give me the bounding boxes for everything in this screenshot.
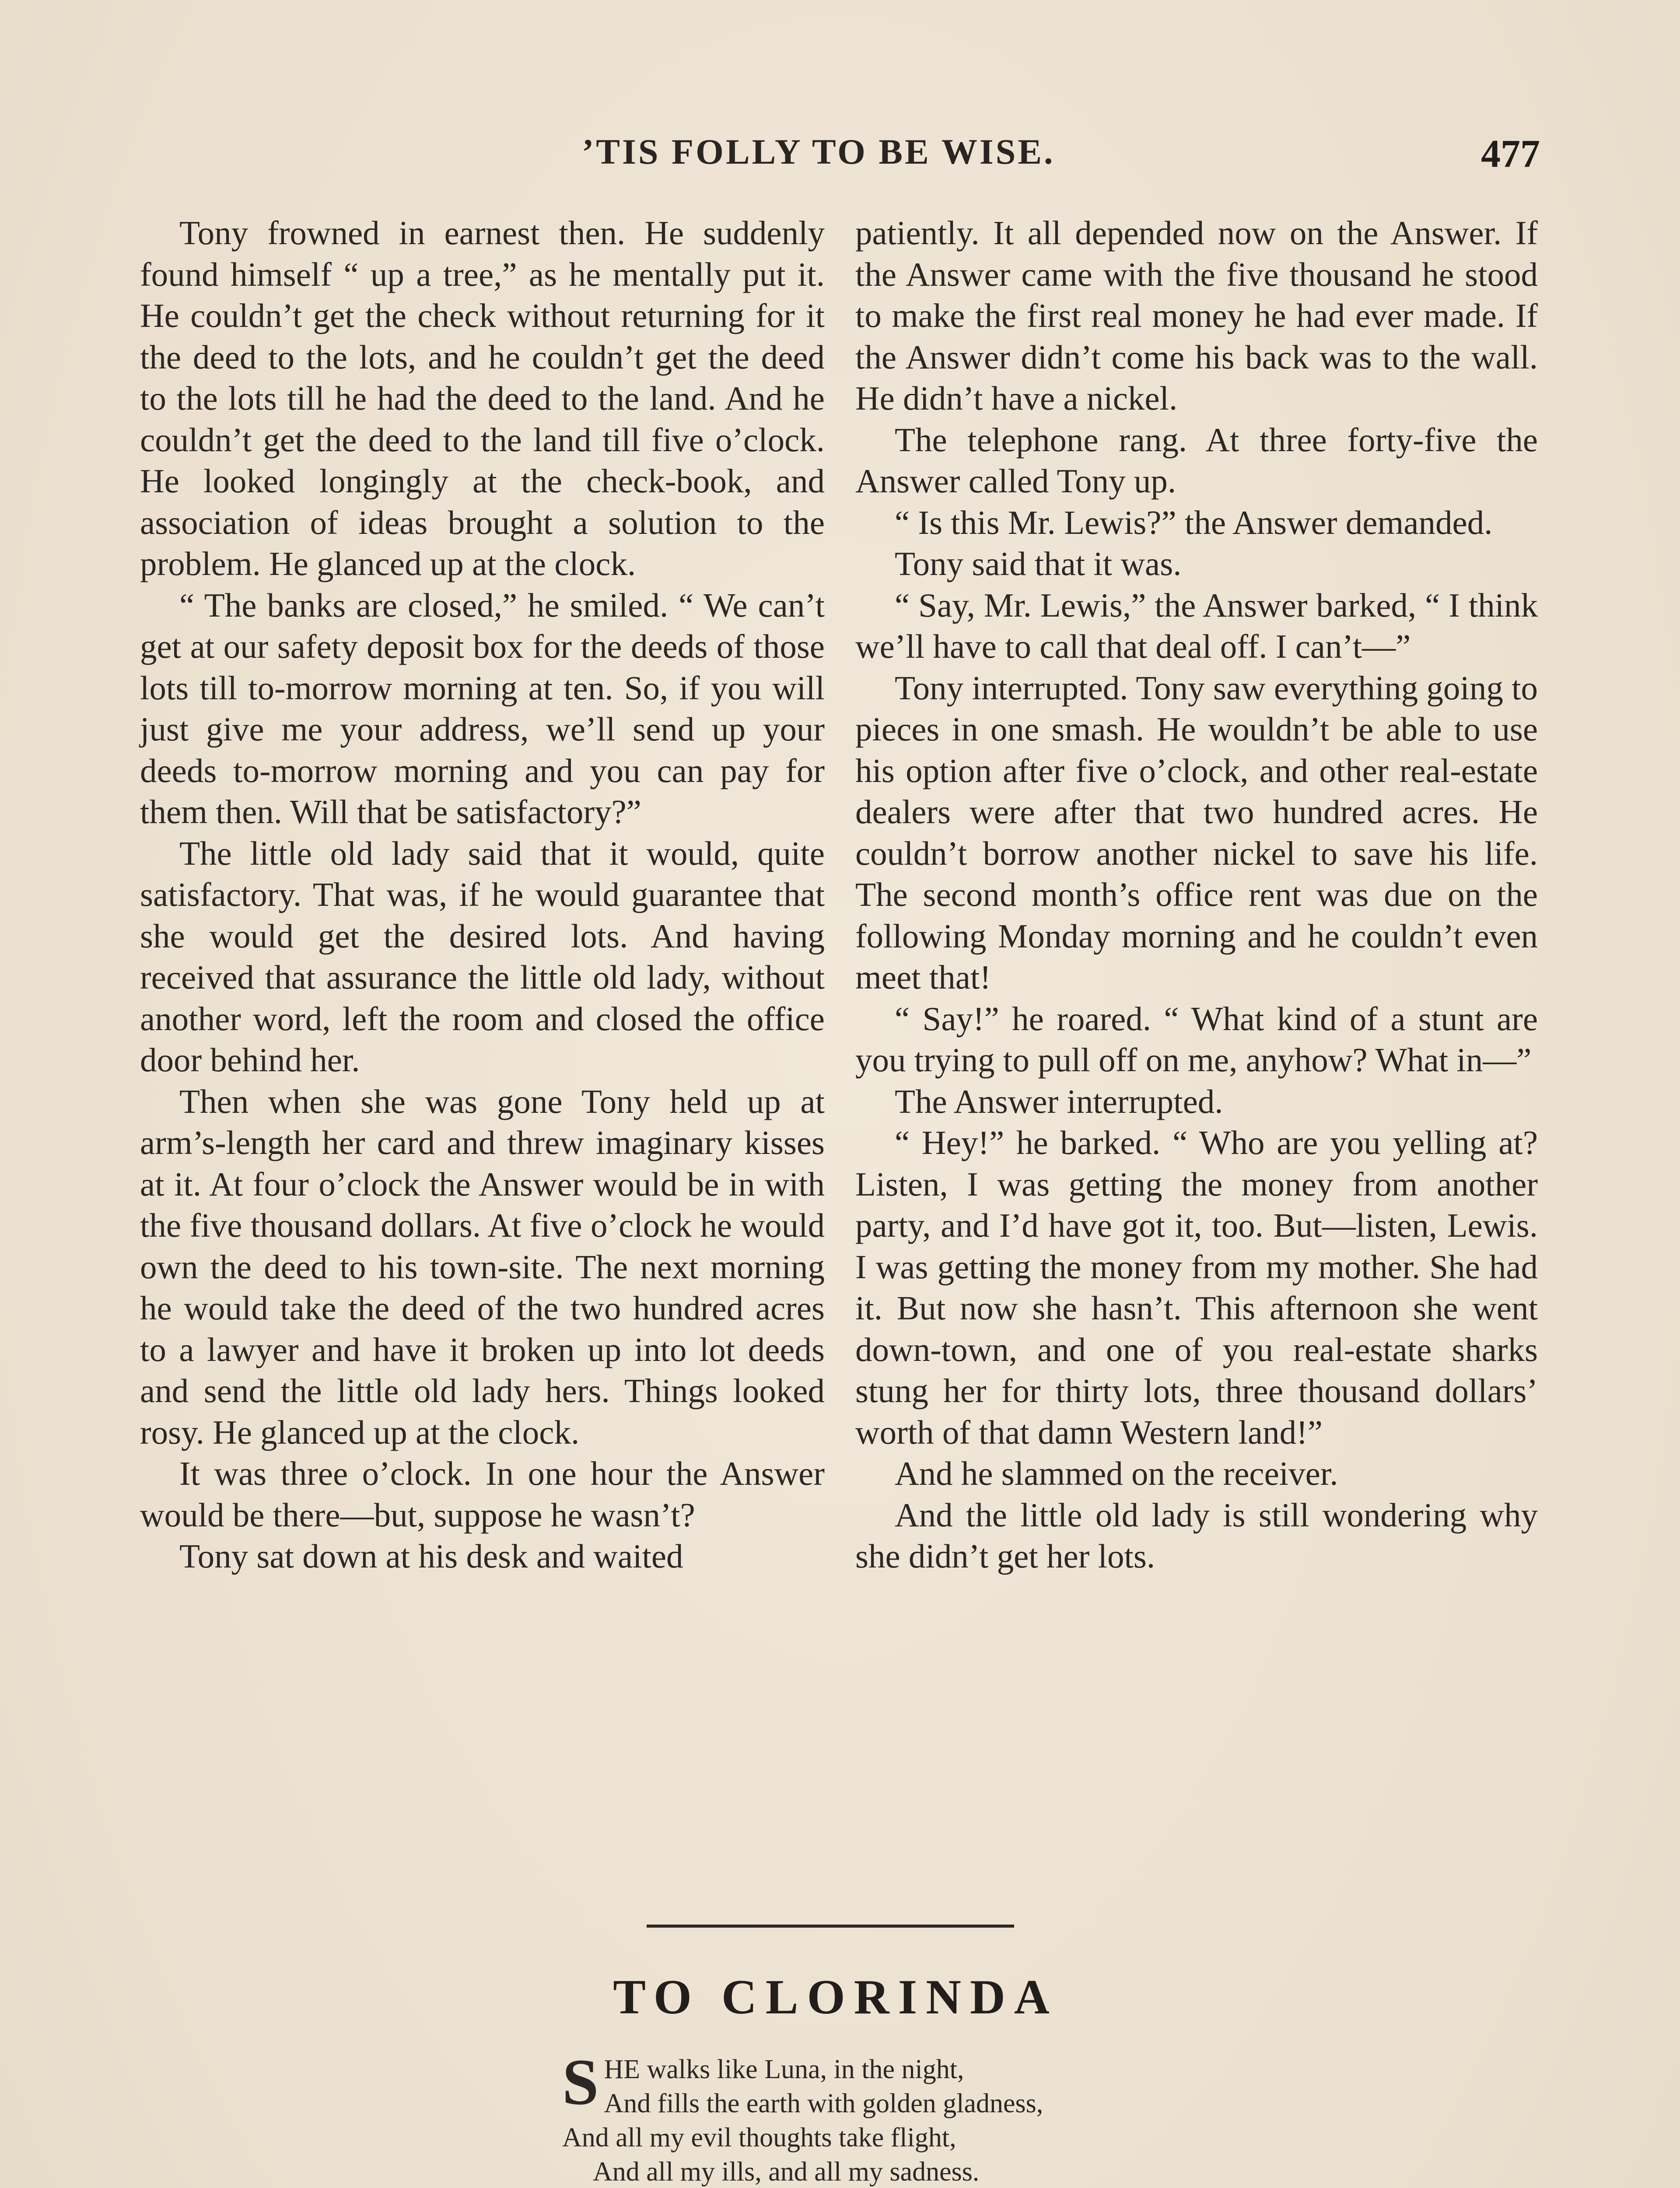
paragraph: patiently. It all depended now on the Answer. If the Answer came with the five thousand he stood to make the first real money he had ever made. If the Answer didn’t come his back was to the wall. He didn’t have a nickel. bbox=[855, 214, 1538, 417]
paragraph: “ Is this Mr. Lewis?” the Answer demanded. bbox=[895, 503, 1493, 541]
paragraph: Tony interrupted. Tony saw everything going to pieces in one smash. He wouldn’t be able to use his option after five o’clock, and other real-estate dealers were after that two hundred acres. He couldn’t borrow another nickel to save his life. The second month’s office rent was due on the following Monday morning and he couldn’t even meet that! bbox=[855, 669, 1538, 996]
poem-line: HE walks like Luna, in the night, bbox=[604, 2055, 964, 2084]
story-right-column bbox=[855, 212, 1538, 1577]
drop-cap: S bbox=[562, 2046, 599, 2118]
story-left-column bbox=[140, 212, 825, 1577]
section-divider bbox=[647, 1925, 1014, 1928]
poem-line: And all my ills, and all my sadness. bbox=[593, 2157, 980, 2187]
paragraph: “ Say!” he roared. “ What kind of a stunt are you trying to pull off on me, anyhow? What in—” bbox=[855, 999, 1538, 1079]
poem-title: TO CLORINDA bbox=[613, 1970, 1058, 2024]
paragraph: “ Say, Mr. Lewis,” the Answer barked, “ I think we’ll have to call that deal off. I can’t—” bbox=[855, 586, 1538, 665]
paragraph: Tony sat down at his desk and waited bbox=[179, 1537, 683, 1575]
paragraph: “ The banks are closed,” he smiled. “ We can’t get at our safety deposit box for the deeds of those lots till to-morrow morning at ten. So, if you will just give me your address, we’ll send up your deeds to-morrow morning and you can pay for them then. Will that be satisfactory?” bbox=[140, 586, 825, 831]
page-number: 477 bbox=[1481, 132, 1540, 175]
paragraph: Then when she was gone Tony held up at arm’s-length her card and threw imaginary kisses at it. At four o’clock the Answer would be in with the five thousand dollars. At five o’clock he would own the deed to his town-site. The next morning he would take the deed of the two hundred acres to a lawyer and have it broken up into lot deeds and send the little old lady hers. Things looked rosy. He glanced up at the clock. bbox=[140, 1082, 825, 1451]
paragraph: The little old lady said that it would, quite satisfactory. That was, if he would guarantee that she would get the desired lots. And having received that assurance the little old lady, without another word, left the room and closed the office door behind her. bbox=[140, 834, 825, 1079]
paragraph: Tony frowned in earnest then. He suddenly found himself “ up a tree,” as he mentally put it. He couldn’t get the check without returning for it the deed to the lots, and he couldn’t get the deed to the lots till he had the deed to the land. And he couldn’t get the deed to the land till five o’clock. He looked longingly at the check-book, and association of ideas brought a solution to the problem. He glanced up at the clock. bbox=[140, 214, 825, 582]
paragraph: It was three o’clock. In one hour the Answer would be there—but, suppose he wasn’t? bbox=[140, 1455, 825, 1534]
paragraph: The telephone rang. At three forty-five the Answer called Tony up. bbox=[855, 421, 1538, 500]
paragraph: And he slammed on the receiver. bbox=[895, 1455, 1338, 1492]
poem-line: And fills the earth with golden gladness, bbox=[604, 2089, 1043, 2118]
poem-line: And all my evil thoughts take flight, bbox=[562, 2123, 956, 2153]
running-title: ’TIS FOLLY TO BE WISE. bbox=[582, 132, 1055, 172]
paragraph: “ Hey!” he barked. “ Who are you yelling at? Listen, I was getting the money from another party, and I’d have got it, too. But—listen, Lewis. I was getting the money from my mother. She had it. But now she hasn’t. This afternoon she went down-town, and one of you real-estate sharks stung her for thirty lots, three thousand dollars’ worth of that damn Western land!” bbox=[855, 1124, 1538, 1451]
poem-body bbox=[562, 2046, 1218, 2188]
paragraph: And the little old lady is still wondering why she didn’t get her lots. bbox=[855, 1496, 1538, 1575]
paragraph: Tony said that it was. bbox=[895, 545, 1182, 582]
paragraph: The Answer interrupted. bbox=[895, 1082, 1223, 1120]
poem-stanza bbox=[562, 2046, 1218, 2188]
